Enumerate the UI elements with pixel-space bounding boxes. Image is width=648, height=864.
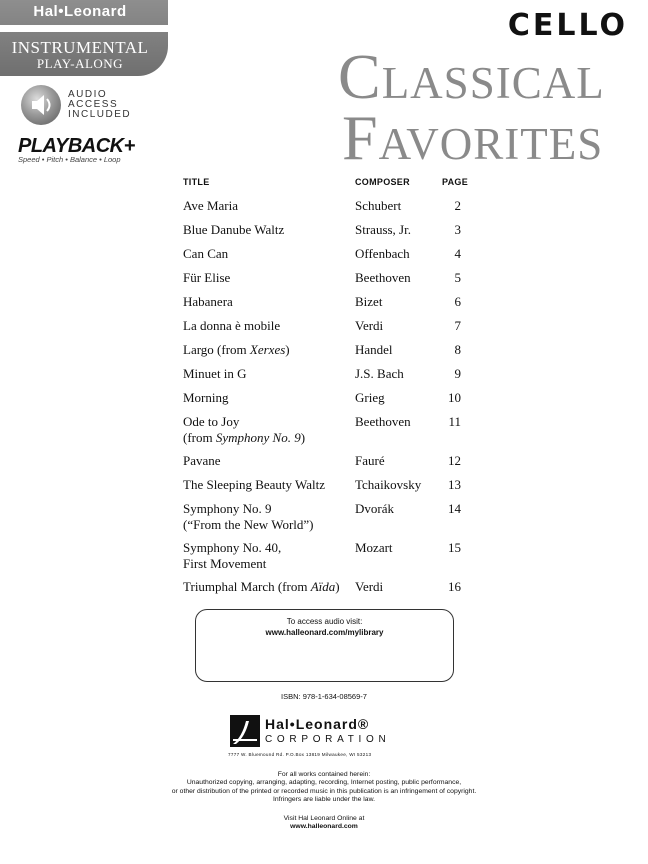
composer-name: Offenbach (355, 246, 410, 261)
song-title-italic: Aïda (310, 579, 336, 594)
composer-name: Schubert (355, 198, 402, 213)
composer-name: Grieg (355, 390, 385, 405)
isbn: ISBN: 978-1-634-08569-7 (281, 692, 367, 701)
song-title (183, 579, 353, 595)
series-name-line1: INSTRUMENTAL (11, 38, 149, 57)
song-title-close: ) (285, 342, 290, 357)
song-title: La donna è mobile (183, 318, 281, 333)
song-title (183, 501, 353, 533)
song-title-text: Symphony No. 9 (183, 501, 272, 516)
series-banner (0, 0, 168, 76)
composer-name: Handel (355, 342, 393, 357)
column-header-composer: COMPOSER (355, 177, 410, 187)
composer-name: Dvorák (355, 501, 394, 516)
copyright-notice (0, 771, 648, 804)
publisher-address: 7777 W. Bluemound Rd. P.O.Box 13819 Milwaukee, WI 53213 (228, 752, 372, 757)
composer-name: Mozart (355, 540, 393, 555)
hal-leonard-logo-icon (230, 715, 260, 747)
banner-divider (0, 25, 168, 32)
page-number: 13 (448, 477, 461, 492)
song-title-line2: First Movement (183, 556, 267, 571)
page-number: 5 (454, 270, 461, 285)
page-number: 15 (448, 540, 461, 555)
song-title-text: Largo (from (183, 342, 250, 357)
composer-name: Bizet (355, 294, 383, 309)
audio-access-badge (68, 90, 148, 120)
book-title-line2: Favorites (342, 102, 604, 173)
audio-badge-line1: AUDIO (68, 89, 108, 100)
page-number: 4 (454, 246, 461, 261)
song-title: The Sleeping Beauty Waltz (183, 477, 326, 492)
page-number: 7 (454, 318, 461, 333)
publisher-name: Hal•Leonard® (265, 716, 370, 732)
song-title-italic: Symphony No. 9 (215, 430, 301, 445)
audio-access-box (195, 609, 454, 682)
composer-name: Beethoven (355, 270, 411, 285)
series-name-line2: PLAY-ALONG (36, 56, 124, 71)
song-title: Minuet in G (183, 366, 247, 381)
song-title: Habanera (183, 294, 233, 309)
page-number: 10 (448, 390, 461, 405)
visit-text: Visit Hal Leonard Online at (283, 815, 365, 822)
song-title (183, 414, 353, 446)
song-title-line2: (“From the New World”) (183, 517, 314, 532)
website-link[interactable]: www.halleonard.com (290, 823, 358, 830)
page-number: 12 (448, 453, 461, 468)
page-number: 14 (448, 501, 461, 516)
song-title-text: Ode to Joy (183, 414, 240, 429)
song-title: Blue Danube Waltz (183, 222, 285, 237)
speaker-icon (21, 85, 61, 125)
song-title: Pavane (183, 453, 221, 468)
song-title (183, 540, 353, 572)
composer-name: Strauss, Jr. (355, 222, 411, 237)
access-instructions: To access audio visit: (286, 617, 363, 626)
page-number: 3 (454, 222, 461, 237)
song-title-line2: (from (183, 430, 216, 445)
audio-badge-line3: INCLUDED (68, 109, 132, 120)
access-url-link[interactable]: www.halleonard.com/mylibrary (265, 628, 384, 637)
legal-line: For all works contained herein: (277, 771, 371, 778)
book-title-line1: Classical (338, 41, 605, 112)
column-header-title: TITLE (183, 177, 210, 187)
legal-line: Unauthorized copying, arranging, adapting, recording, Internet posting, public performance, (186, 779, 462, 787)
composer-name: Tchaikovsky (355, 477, 422, 492)
song-title-close: ) (335, 579, 340, 594)
composer-name: Verdi (355, 318, 384, 333)
song-title (183, 342, 353, 358)
song-title: Für Elise (183, 270, 231, 285)
playback-tagline: Speed • Pitch • Balance • Loop (18, 155, 121, 164)
page-number: 2 (454, 198, 461, 213)
audio-badge-line2: ACCESS (68, 99, 119, 110)
visit-online (0, 815, 648, 831)
column-header-page: PAGE (442, 177, 469, 187)
publisher-corporation: CORPORATION (265, 734, 391, 745)
publisher-brand: Hal•Leonard (33, 3, 127, 20)
song-title: Morning (183, 390, 229, 405)
song-title-text: Triumphal March (from (183, 579, 311, 594)
song-title-close: ) (300, 430, 306, 445)
song-title-italic: Xerxes (249, 342, 286, 357)
song-title: Ave Maria (183, 198, 238, 213)
page-number: 16 (448, 579, 461, 594)
song-title: Can Can (183, 246, 229, 261)
composer-name: Verdi (355, 579, 384, 594)
page-number: 9 (454, 366, 461, 381)
song-title-text: Symphony No. 40, (183, 540, 282, 555)
page-number: 8 (454, 342, 461, 357)
composer-name: Beethoven (355, 414, 411, 429)
composer-name: Fauré (355, 453, 385, 468)
page-number: 6 (454, 294, 461, 309)
page-number: 11 (448, 414, 461, 429)
instrument-title: CELLO (507, 8, 628, 43)
legal-line: Infringers are liable under the law. (272, 795, 375, 803)
composer-name: J.S. Bach (355, 366, 404, 381)
playback-logo: PLAYBACK+ (18, 135, 135, 157)
legal-line: or other distribution of the printed or recorded music in this publication is an infringement of copyright. (171, 787, 477, 795)
